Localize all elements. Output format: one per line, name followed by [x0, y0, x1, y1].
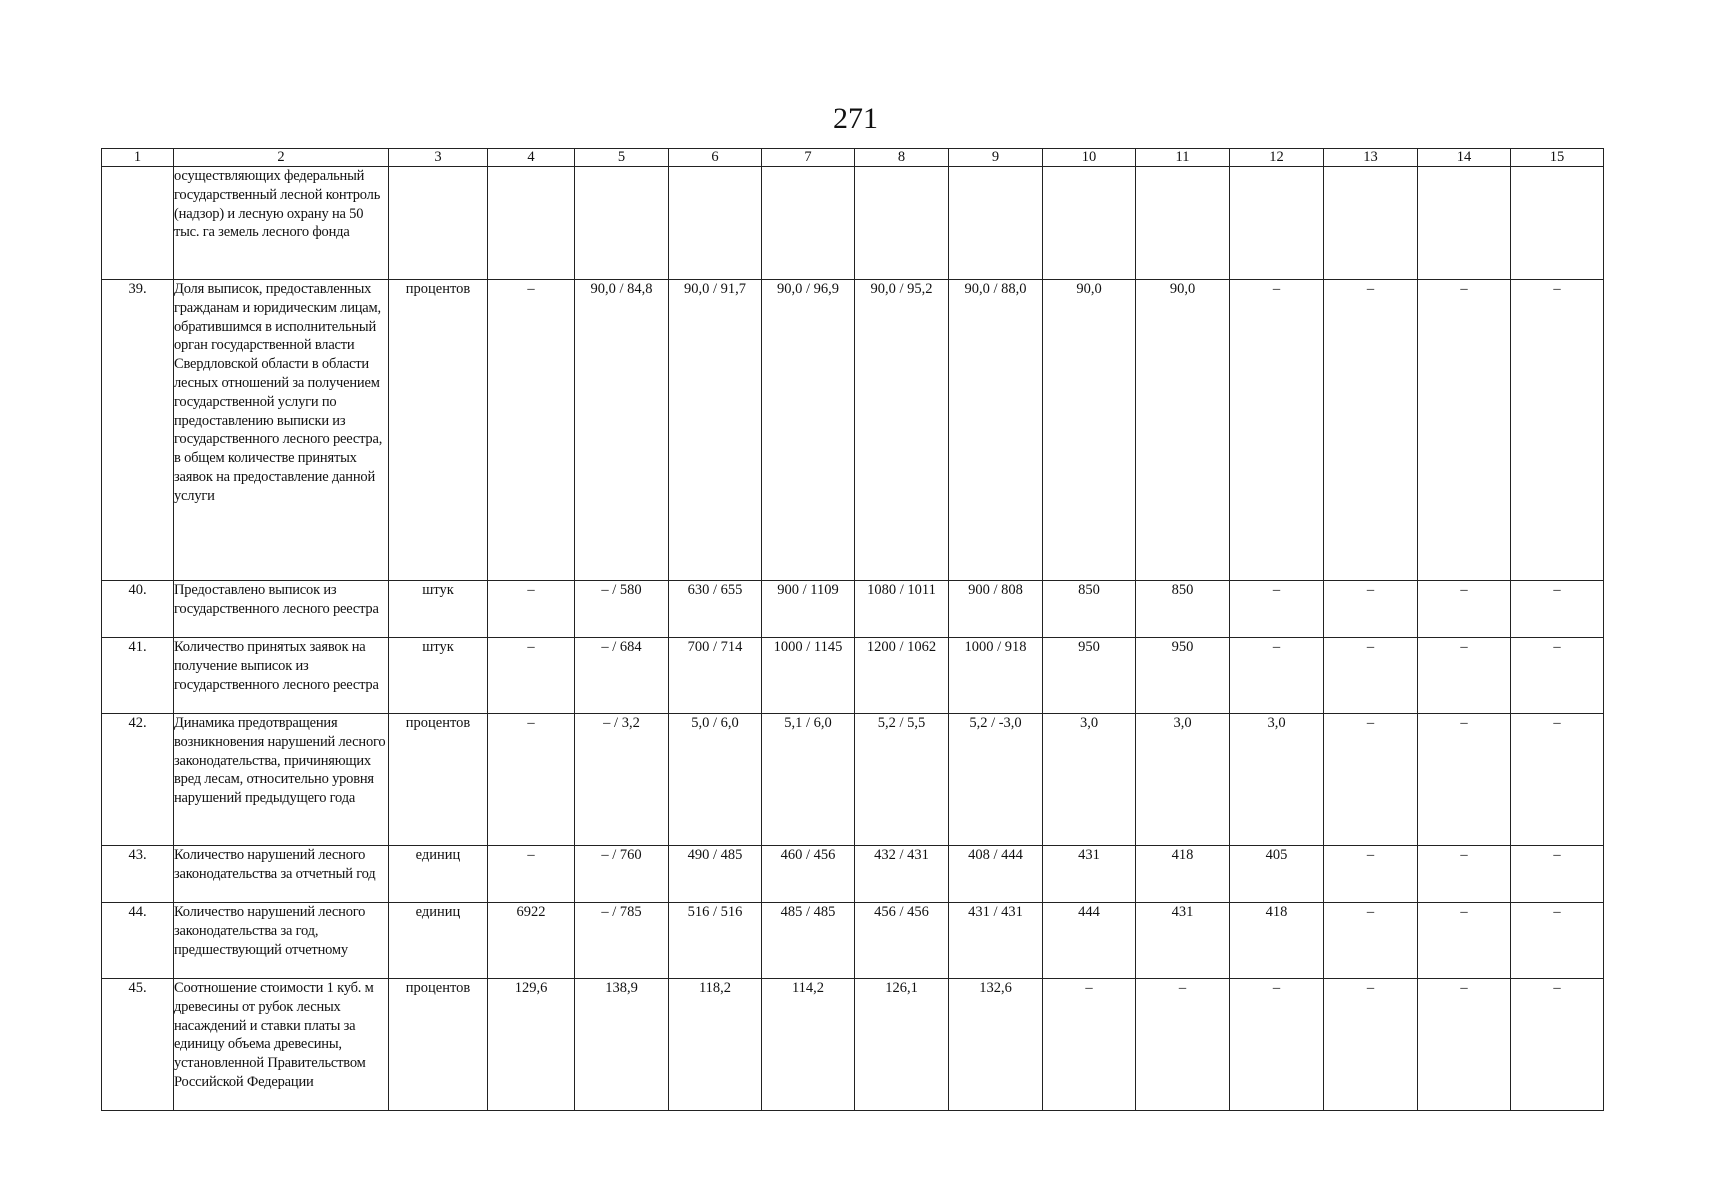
value-cell: 444: [1043, 903, 1136, 979]
value-cell: 418: [1230, 903, 1324, 979]
table-row: [102, 638, 1604, 714]
value-cell: [575, 167, 669, 280]
value-cell: –: [1324, 638, 1418, 714]
indicator-name: Соотношение стоимости 1 куб. м древесины от рубок лесных насаждений и ставки платы за единицу объема древесины, установленной Правительством Российской Федерации: [174, 979, 389, 1111]
unit-cell: единиц: [389, 846, 488, 903]
value-cell: 485 / 485: [762, 903, 855, 979]
column-header: 1: [102, 149, 174, 167]
row-number: 41.: [102, 638, 174, 714]
value-cell: –: [1511, 581, 1604, 638]
value-cell: 3,0: [1136, 714, 1230, 846]
table-row: [102, 903, 1604, 979]
unit-cell: единиц: [389, 903, 488, 979]
value-cell: 5,2 / 5,5: [855, 714, 949, 846]
indicator-name: Количество нарушений лесного законодательства за отчетный год: [174, 846, 389, 903]
column-header: 4: [488, 149, 575, 167]
value-cell: –: [1324, 714, 1418, 846]
value-cell: 90,0: [1136, 280, 1230, 581]
indicator-name: Доля выписок, предоставленных гражданам и юридическим лицам, обратившимся в исполнительный орган государственной власти Свердловской области в области лесных отношений за получением государственной услуги по предоставлению выписки из государственного лесного реестра, в общем количестве принятых заявок на предоставление данной услуги: [174, 280, 389, 581]
value-cell: [1324, 167, 1418, 280]
value-cell: 5,0 / 6,0: [669, 714, 762, 846]
column-number-row: [102, 149, 1604, 167]
column-header: 9: [949, 149, 1043, 167]
table-row: [102, 280, 1604, 581]
unit-cell: штук: [389, 581, 488, 638]
column-header: 14: [1418, 149, 1511, 167]
indicator-name: Предоставлено выписок из государственного лесного реестра: [174, 581, 389, 638]
value-cell: –: [488, 280, 575, 581]
value-cell: 90,0 / 88,0: [949, 280, 1043, 581]
value-cell: 114,2: [762, 979, 855, 1111]
value-cell: 490 / 485: [669, 846, 762, 903]
row-number: 42.: [102, 714, 174, 846]
unit-cell: процентов: [389, 979, 488, 1111]
column-header: 13: [1324, 149, 1418, 167]
value-cell: –: [1230, 638, 1324, 714]
table-row: [102, 979, 1604, 1111]
value-cell: 5,1 / 6,0: [762, 714, 855, 846]
value-cell: 1080 / 1011: [855, 581, 949, 638]
value-cell: 431 / 431: [949, 903, 1043, 979]
value-cell: 6922: [488, 903, 575, 979]
value-cell: 118,2: [669, 979, 762, 1111]
value-cell: –: [1418, 979, 1511, 1111]
value-cell: –: [1511, 714, 1604, 846]
row-number: 43.: [102, 846, 174, 903]
value-cell: –: [1418, 638, 1511, 714]
column-header: 15: [1511, 149, 1604, 167]
table-row: [102, 167, 1604, 280]
value-cell: –: [488, 846, 575, 903]
value-cell: –: [1230, 979, 1324, 1111]
unit-cell: процентов: [389, 280, 488, 581]
value-cell: –: [488, 714, 575, 846]
value-cell: –: [1418, 280, 1511, 581]
unit-cell: процентов: [389, 714, 488, 846]
value-cell: – / 580: [575, 581, 669, 638]
value-cell: 126,1: [855, 979, 949, 1111]
value-cell: 432 / 431: [855, 846, 949, 903]
indicator-name: осуществляющих федеральный государственный лесной контроль (надзор) и лесную охрану на 50 тыс. га земель лесного фонда: [174, 167, 389, 280]
value-cell: –: [1230, 280, 1324, 581]
indicators-table: [101, 148, 1604, 1111]
value-cell: –: [1324, 903, 1418, 979]
page-number: 271: [833, 102, 878, 135]
column-header: 10: [1043, 149, 1136, 167]
value-cell: 950: [1043, 638, 1136, 714]
value-cell: 900 / 1109: [762, 581, 855, 638]
indicator-name: Количество нарушений лесного законодательства за год, предшествующий отчетному: [174, 903, 389, 979]
unit-cell: [389, 167, 488, 280]
table-row: [102, 714, 1604, 846]
value-cell: –: [1324, 846, 1418, 903]
value-cell: 1200 / 1062: [855, 638, 949, 714]
value-cell: 700 / 714: [669, 638, 762, 714]
value-cell: [1043, 167, 1136, 280]
value-cell: –: [488, 638, 575, 714]
value-cell: – / 3,2: [575, 714, 669, 846]
column-header: 3: [389, 149, 488, 167]
value-cell: [762, 167, 855, 280]
value-cell: 90,0 / 91,7: [669, 280, 762, 581]
table-row: [102, 846, 1604, 903]
value-cell: 1000 / 918: [949, 638, 1043, 714]
value-cell: –: [1418, 846, 1511, 903]
value-cell: –: [488, 581, 575, 638]
value-cell: [1136, 167, 1230, 280]
value-cell: –: [1511, 903, 1604, 979]
value-cell: 850: [1136, 581, 1230, 638]
value-cell: –: [1418, 903, 1511, 979]
value-cell: – / 760: [575, 846, 669, 903]
value-cell: 950: [1136, 638, 1230, 714]
column-header: 7: [762, 149, 855, 167]
value-cell: –: [1230, 581, 1324, 638]
table-row: [102, 581, 1604, 638]
value-cell: 90,0 / 96,9: [762, 280, 855, 581]
value-cell: – / 785: [575, 903, 669, 979]
value-cell: –: [1511, 280, 1604, 581]
value-cell: –: [1043, 979, 1136, 1111]
unit-cell: штук: [389, 638, 488, 714]
value-cell: –: [1511, 638, 1604, 714]
value-cell: 138,9: [575, 979, 669, 1111]
column-header: 6: [669, 149, 762, 167]
value-cell: –: [1511, 979, 1604, 1111]
value-cell: [669, 167, 762, 280]
value-cell: [949, 167, 1043, 280]
value-cell: –: [1418, 714, 1511, 846]
value-cell: –: [1136, 979, 1230, 1111]
value-cell: [1230, 167, 1324, 280]
indicator-name: Динамика предотвращения возникновения нарушений лесного законодательства, причиняющих вред лесам, относительно уровня нарушений предыдущего года: [174, 714, 389, 846]
value-cell: 129,6: [488, 979, 575, 1111]
value-cell: 90,0: [1043, 280, 1136, 581]
value-cell: 900 / 808: [949, 581, 1043, 638]
value-cell: [1418, 167, 1511, 280]
value-cell: 90,0 / 84,8: [575, 280, 669, 581]
column-header: 2: [174, 149, 389, 167]
value-cell: 516 / 516: [669, 903, 762, 979]
column-header: 12: [1230, 149, 1324, 167]
row-number: 45.: [102, 979, 174, 1111]
value-cell: –: [1324, 979, 1418, 1111]
value-cell: 132,6: [949, 979, 1043, 1111]
value-cell: –: [1511, 846, 1604, 903]
value-cell: 90,0 / 95,2: [855, 280, 949, 581]
value-cell: 460 / 456: [762, 846, 855, 903]
value-cell: –: [1418, 581, 1511, 638]
value-cell: 405: [1230, 846, 1324, 903]
value-cell: 431: [1136, 903, 1230, 979]
value-cell: 408 / 444: [949, 846, 1043, 903]
column-header: 5: [575, 149, 669, 167]
value-cell: 431: [1043, 846, 1136, 903]
row-number: [102, 167, 174, 280]
row-number: 44.: [102, 903, 174, 979]
value-cell: 418: [1136, 846, 1230, 903]
value-cell: [488, 167, 575, 280]
value-cell: 1000 / 1145: [762, 638, 855, 714]
row-number: 39.: [102, 280, 174, 581]
value-cell: 850: [1043, 581, 1136, 638]
value-cell: 3,0: [1230, 714, 1324, 846]
row-number: 40.: [102, 581, 174, 638]
value-cell: – / 684: [575, 638, 669, 714]
value-cell: 456 / 456: [855, 903, 949, 979]
value-cell: –: [1324, 581, 1418, 638]
value-cell: –: [1324, 280, 1418, 581]
indicator-name: Количество принятых заявок на получение выписок из государственного лесного реестра: [174, 638, 389, 714]
value-cell: [855, 167, 949, 280]
value-cell: 5,2 / -3,0: [949, 714, 1043, 846]
value-cell: 3,0: [1043, 714, 1136, 846]
column-header: 8: [855, 149, 949, 167]
column-header: 11: [1136, 149, 1230, 167]
value-cell: [1511, 167, 1604, 280]
value-cell: 630 / 655: [669, 581, 762, 638]
